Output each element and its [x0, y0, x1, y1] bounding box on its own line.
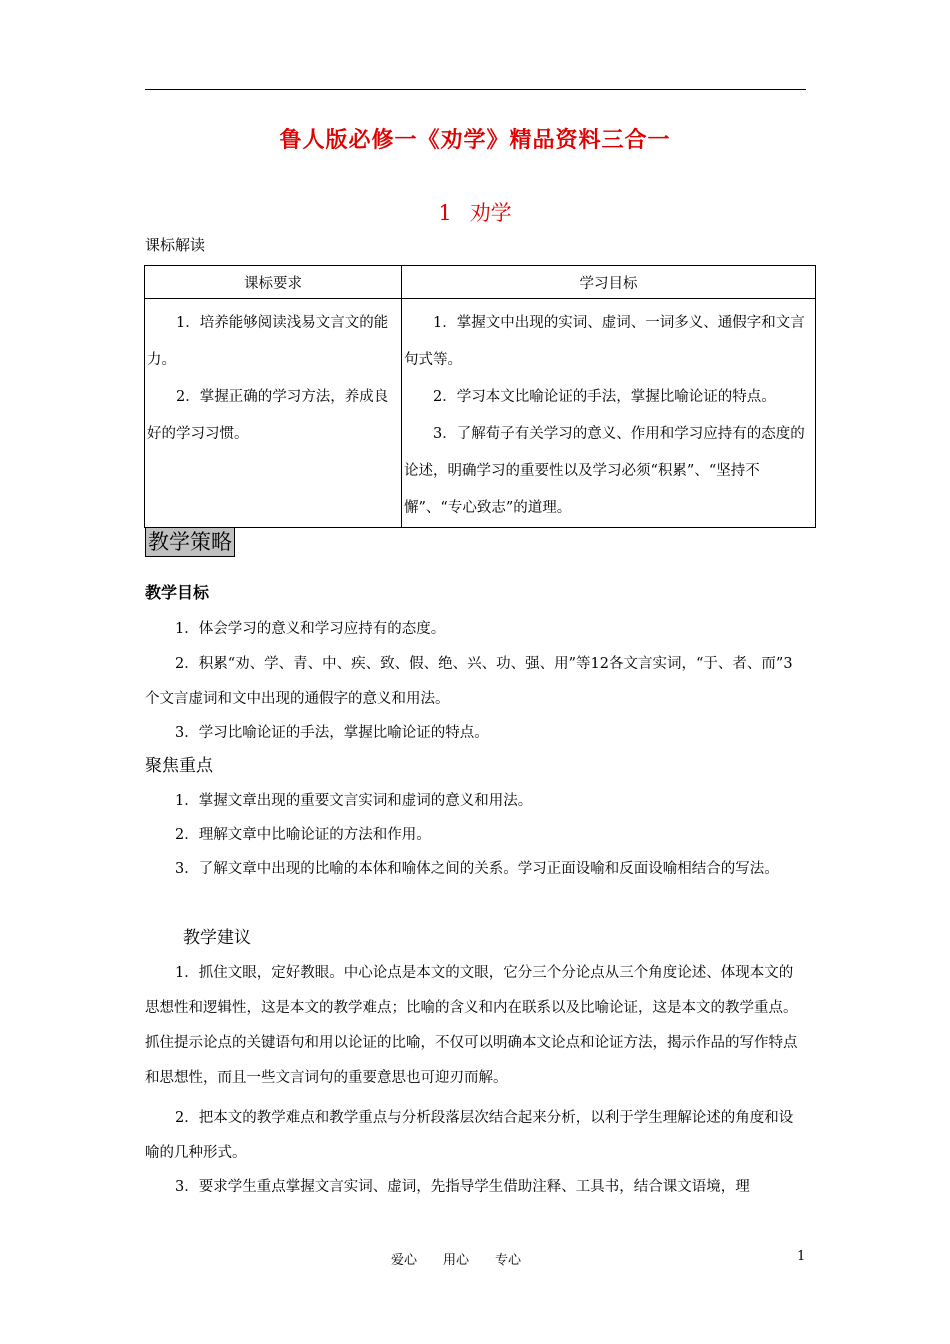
focus-item: 2．理解文章中比喻论证的方法和作用。: [175, 827, 431, 843]
standards-label: 课标解读: [145, 236, 206, 254]
focus-item: 1．掌握文章出现的重要文言实词和虚词的意义和用法。: [175, 793, 533, 809]
footer-motto: [391, 1249, 547, 1268]
header-rule: [145, 89, 806, 90]
standards-table: [144, 265, 816, 528]
document-title: 鲁人版必修一《劝学》精品资料三合一: [279, 128, 671, 153]
lesson-title: [0, 197, 950, 227]
goals-heading: 教学目标: [145, 583, 210, 602]
requirements-header: 课标要求: [145, 266, 402, 299]
motto-word: 爱心: [391, 1253, 418, 1268]
objectives-cell: [402, 299, 816, 528]
requirement-item: 2．掌握正确的学习方法，养成良好的学习习惯。: [147, 389, 389, 442]
advice-item: 3．要求学生重点掌握文言实词、虚词，先指导学生借助注释、工具书，结合课文语境，理: [175, 1179, 750, 1195]
motto-word: 用心: [443, 1253, 470, 1268]
lesson-name: 劝学: [469, 201, 512, 225]
objective-item: 2．学习本文比喻论证的手法，掌握比喻论证的特点。: [433, 389, 776, 405]
objective-item: 3．了解荀子有关学习的意义、作用和学习应持有的态度的论述，明确学习的重要性以及学习必须“积累”、“坚持不懈”、“专心致志”的道理。: [404, 426, 805, 516]
standards-header-row: [145, 266, 816, 299]
goal-item: 2．积累“劝、学、青、中、疾、致、假、绝、兴、功、强、用”等12各文言实词，“于、者、而”3个文言虚词和文中出现的通假字的意义和用法。: [145, 656, 793, 707]
page-number: 1: [797, 1249, 806, 1264]
advice-item: 1．抓住文眼，定好教眼。中心论点是本文的文眼，它分三个分论点从三个角度论述、体现本文的思想性和逻辑性，这是本文的教学难点；比喻的含义和内在联系以及比喻论证，这是本文的教学重点。抓住提示论点的关键语句和用以论证的比喻，不仅可以明确本文论点和论证方法，揭示作品的写作特点和思想性，而且一些文言词句的重要意思也可迎刃而解。: [145, 965, 798, 1086]
lesson-number: 1: [438, 201, 452, 225]
standards-body-row: [145, 299, 816, 528]
focus-heading: 聚焦重点: [145, 756, 213, 776]
advice-item: 2．把本文的教学难点和教学重点与分析段落层次结合起来分析，以利于学生理解论述的角度和设喻的几种形式。: [145, 1110, 794, 1161]
goal-item: 3．学习比喻论证的手法，掌握比喻论证的特点。: [175, 725, 489, 741]
strategy-label: 教学策略: [145, 527, 235, 557]
requirement-item: 1．培养能够阅读浅易文言文的能力。: [147, 315, 389, 368]
objectives-header: 学习目标: [402, 266, 816, 299]
requirements-cell: [145, 299, 402, 528]
motto-word: 专心: [495, 1253, 522, 1268]
goal-item: 1．体会学习的意义和学习应持有的态度。: [175, 621, 446, 637]
advice-heading: 教学建议: [183, 928, 251, 948]
objective-item: 1．掌握文中出现的实词、虚词、一词多义、通假字和文言句式等。: [404, 315, 805, 368]
focus-item: 3．了解文章中出现的比喻的本体和喻体之间的关系。学习正面设喻和反面设喻相结合的写法。: [175, 861, 779, 877]
